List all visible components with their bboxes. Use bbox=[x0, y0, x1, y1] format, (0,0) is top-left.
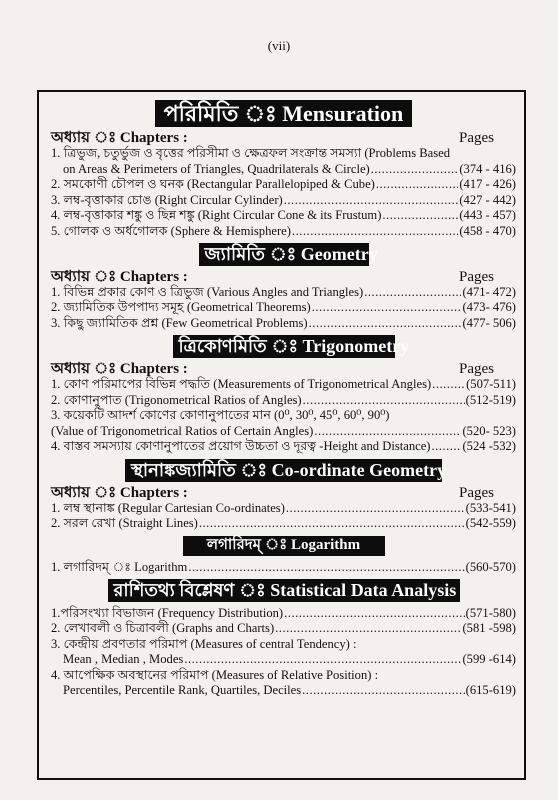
toc-entry: 3. কেন্দ্রীয় প্রবণতার পরিমাপ (Measures of central Tendency) : bbox=[51, 636, 357, 651]
toc-entry bbox=[51, 177, 516, 193]
entry-pages: (512-519) bbox=[465, 392, 516, 407]
entry-title: 3. কিছু জ্যামিতিক প্রশ্ন (Few Geometrical Problems) bbox=[51, 315, 308, 330]
chapters-header bbox=[51, 361, 516, 377]
toc-entry bbox=[51, 316, 516, 332]
pages-label: Pages bbox=[459, 130, 494, 147]
entry-pages: (615-619) bbox=[465, 683, 516, 698]
leader-dots bbox=[184, 652, 461, 668]
entry-title: 1.পরিসংখ্যা বিভাজন (Frequency Distribution) bbox=[51, 605, 284, 620]
entry-pages: (560-570) bbox=[465, 559, 516, 574]
entry-title: 4. লম্ব-বৃত্তাকার শঙ্কু ও ছিন্ন শঙ্কু (Right Circular Cone & its Frustum) bbox=[51, 208, 382, 223]
leader-dots bbox=[284, 193, 459, 209]
leader-dots bbox=[371, 162, 459, 178]
chapters-label: অধ্যায় ঃ Chapters : bbox=[51, 130, 188, 147]
entry-pages: (533-541) bbox=[465, 500, 516, 515]
entry-title: 1. লগারিদম্ ঃ Logarithm bbox=[51, 559, 188, 574]
entry-pages: (427 - 442) bbox=[459, 192, 516, 207]
leader-dots bbox=[432, 377, 465, 393]
toc-entry bbox=[51, 377, 516, 393]
statistical-data-analysis-banner: রাশিতথ্য বিশ্লেষণ ঃ Statistical Data Analysis bbox=[108, 579, 460, 602]
entry-title: 2. সমকোণী চৌপল ও ঘনক (Rectangular Parallelopiped & Cube) bbox=[51, 177, 375, 192]
leader-dots bbox=[431, 439, 461, 455]
entry-title: 1. লম্ব স্থানাঙ্ক (Regular Cartesian Co-ordinates) bbox=[51, 500, 285, 515]
entry-title: 1. বিভিন্ন প্রকার কোণ ও ত্রিভুজ (Various Angles and Triangles) bbox=[51, 284, 364, 299]
entry-title: 1. কোণ পরিমাপের বিভিন্ন পদ্ধতি (Measurements of Trigonometrical Angles) bbox=[51, 377, 432, 392]
chapters-label: অধ্যায় ঃ Chapters : bbox=[51, 361, 188, 378]
leader-dots bbox=[364, 285, 461, 301]
entry-pages: (443 - 457) bbox=[459, 208, 516, 223]
chapters-label: অধ্যায় ঃ Chapters : bbox=[51, 484, 188, 501]
entry-title: 3. লম্ব-বৃত্তাকার চোঙ (Right Circular Cylinder) bbox=[51, 192, 283, 207]
entry-pages: (524 -532) bbox=[462, 439, 516, 454]
entry-title: 4. বাস্তব সমস্যায় কোণানুপাতের প্রয়োগ উচ্চতা ও দূরত্ব -Height and Distance) bbox=[51, 439, 431, 454]
entry-pages: (520- 523) bbox=[462, 423, 516, 438]
entry-pages: (417 - 426) bbox=[459, 177, 516, 192]
geometry-banner: জ্যামিতি ঃ Geometry bbox=[199, 243, 369, 266]
entry-title: 2. জ্যামিতিক উপপাদ্য সমূহ (Geometrical Theorems) bbox=[51, 300, 311, 315]
entry-title: (Value of Trigonometrical Ratios of Certain Angles) bbox=[51, 423, 314, 438]
pages-label: Pages bbox=[459, 268, 494, 285]
entry-pages: (599 -614) bbox=[462, 652, 516, 667]
toc-entry bbox=[51, 621, 516, 637]
toc-entry bbox=[51, 393, 516, 409]
leader-dots bbox=[284, 606, 464, 622]
entry-pages: (542-559) bbox=[465, 516, 516, 531]
toc-entry bbox=[51, 285, 516, 301]
entry-pages: (581 -598) bbox=[462, 621, 516, 636]
pages-label: Pages bbox=[459, 361, 494, 378]
toc-entry bbox=[51, 516, 516, 532]
mensuration-banner: পরিমিতি ঃ Mensuration bbox=[155, 100, 412, 127]
toc-entry bbox=[51, 300, 516, 316]
entry-pages: (571-580) bbox=[465, 605, 516, 620]
leader-dots bbox=[376, 177, 458, 193]
entry-title: 2. লেখাবলী ও চিত্রাবলী (Graphs and Charts) bbox=[51, 621, 275, 636]
entry-title: 2. সরল রেখা (Straight Lines) bbox=[51, 516, 198, 531]
leader-dots bbox=[188, 560, 464, 576]
chapters-label: অধ্যায় ঃ Chapters : bbox=[51, 268, 188, 285]
toc-entry bbox=[51, 193, 516, 209]
coordinate-geometry-banner: স্থানাঙ্কজ্যামিতি ঃ Co-ordinate Geometry bbox=[125, 459, 442, 482]
entry-title: 5. গোলক ও অর্ধগোলক (Sphere & Hemisphere) bbox=[51, 223, 291, 238]
leader-dots bbox=[303, 393, 465, 409]
leader-dots bbox=[199, 516, 465, 532]
chapters-header bbox=[51, 130, 516, 146]
toc-entry bbox=[51, 162, 516, 178]
entry-pages: (507-511) bbox=[466, 377, 516, 392]
page-number: (vii) bbox=[267, 38, 291, 53]
toc-entry: 1. ত্রিভুজ, চতুর্ভুজ ও বৃত্তের পরিসীমা ও ক্ষেত্রফল সংক্রান্ত সমস্যা (Problems Based bbox=[51, 146, 451, 161]
pages-label: Pages bbox=[459, 484, 494, 501]
entry-pages: (477- 506) bbox=[462, 315, 516, 330]
chapters-header bbox=[51, 269, 516, 285]
toc-entry bbox=[51, 683, 516, 699]
logarithm-banner: লগারিদম্ ঃ Logarithm bbox=[183, 536, 385, 556]
toc-entry: 4. আপেক্ষিক অবস্থানের পরিমাপ (Measures of Relative Position) : bbox=[51, 667, 379, 682]
leader-dots bbox=[302, 683, 464, 699]
toc-entry bbox=[51, 501, 516, 517]
leader-dots bbox=[314, 424, 461, 440]
entry-pages: (471- 472) bbox=[462, 284, 516, 299]
leader-dots bbox=[292, 224, 458, 240]
chapters-header bbox=[51, 485, 516, 501]
leader-dots bbox=[312, 300, 462, 316]
trigonometry-banner: ত্রিকোণমিতি ঃ Trigonometry bbox=[173, 335, 395, 358]
leader-dots bbox=[382, 208, 458, 224]
leader-dots bbox=[309, 316, 462, 332]
toc-entry bbox=[51, 424, 516, 440]
leader-dots bbox=[286, 501, 465, 517]
toc-entry bbox=[51, 606, 516, 622]
entry-title: on Areas & Perimeters of Triangles, Quadrilaterals & Circle) bbox=[63, 161, 370, 176]
entry-title: Percentiles, Percentile Rank, Quartiles, Deciles bbox=[63, 683, 302, 698]
entry-title: 2. কোণানুপাত (Trigonometrical Ratios of Angles) bbox=[51, 392, 302, 407]
toc-entry bbox=[51, 208, 516, 224]
toc-entry bbox=[51, 560, 516, 576]
entry-title: Mean , Median , Modes bbox=[63, 652, 184, 667]
toc-entry: 3. কয়েকটি আদর্শ কোণের কোণানুপাতের মান (0⁰, 30⁰, 45⁰, 60⁰, 90⁰) bbox=[51, 408, 390, 423]
toc-entry bbox=[51, 224, 516, 240]
leader-dots bbox=[275, 621, 461, 637]
contents-frame bbox=[37, 90, 526, 780]
entry-pages: (473- 476) bbox=[462, 300, 516, 315]
entry-pages: (458 - 470) bbox=[459, 223, 516, 238]
toc-entry bbox=[51, 439, 516, 455]
toc-entry bbox=[51, 652, 516, 668]
entry-pages: (374 - 416) bbox=[459, 161, 516, 176]
